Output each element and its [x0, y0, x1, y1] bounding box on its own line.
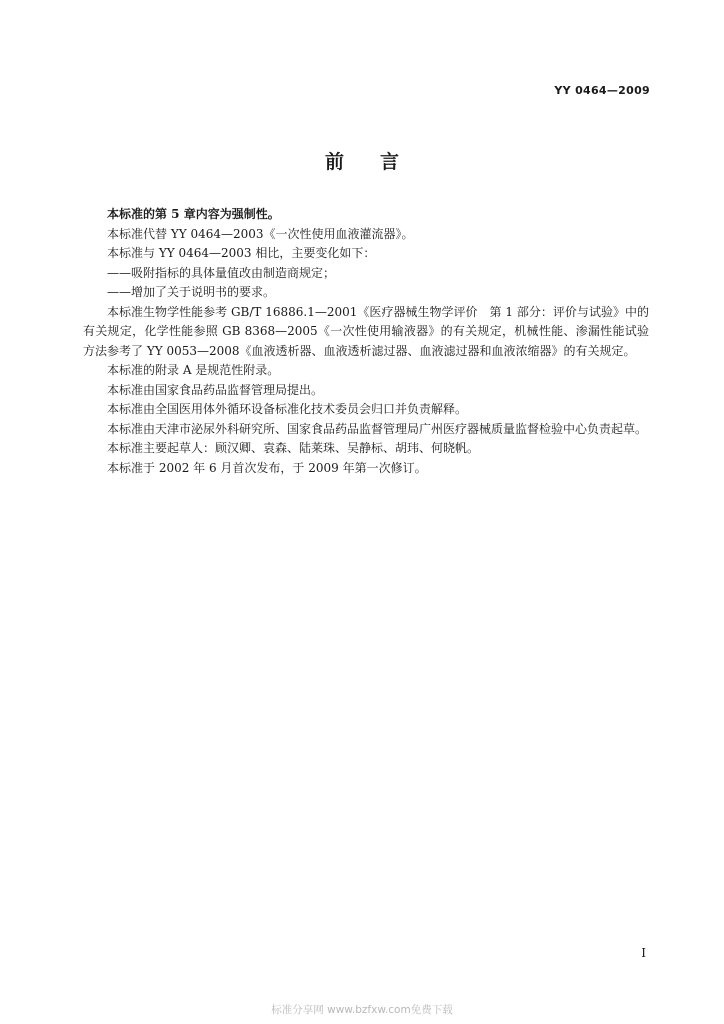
- page-title: [0, 147, 724, 174]
- paragraph-drafted-by: 本标准由天津市泌尿外科研究所、国家食品药品监督管理局广州医疗器械质量监督检验中心负责起草。: [107, 421, 648, 436]
- paragraph-change-item-1: ——吸附指标的具体量值改由制造商规定；: [107, 265, 336, 280]
- paragraph-drafters: 本标准主要起草人：顾汉卿、袁森、陆莱珠、吴静标、胡玮、何晓帆。: [107, 441, 480, 455]
- standard-number: YY 0464—2009: [554, 84, 650, 97]
- page-number: I: [641, 946, 646, 960]
- paragraph-replaces: 本标准代替 YY 0464—2003《一次性使用血液灌流器》。: [107, 226, 414, 241]
- paragraph-history: 本标准于 2002 年 6 月首次发布，于 2009 年第一次修订。: [107, 460, 427, 475]
- paragraph-references: 本标准生物学性能参考 GB/T 16886.1—2001《医疗器械生物学评价 第 1 部分：评价与试验》中的有关规定，化学性能参照 GB 8368—2005《一次性使用输液器》的有关规定，机械性能、渗漏性能试验方法参考了 YY 0053—2008《血液透析器、血液透析滤过器、血液滤过器和血液浓缩器》的有关规定。: [83, 304, 649, 358]
- paragraph-annex: 本标准的附录 A 是规范性附录。: [107, 363, 280, 377]
- paragraph-change-item-2: ——增加了关于说明书的要求。: [107, 285, 276, 299]
- paragraph-proposed-by: 本标准由国家食品药品监督管理局提出。: [107, 382, 324, 397]
- watermark-text: 标准分享网 www.bzfxw.com免费下载: [271, 1004, 453, 1016]
- foreword-body: [83, 205, 649, 478]
- paragraph-centralized-by: 本标准由全国医用体外循环设备标准化技术委员会归口并负责解释。: [107, 402, 468, 416]
- paragraph-changes-intro: 本标准与 YY 0464—2003 相比，主要变化如下：: [107, 246, 376, 260]
- paragraph-mandatory-clause: 本标准的第 5 章内容为强制性。: [107, 207, 280, 221]
- title-char-2: 言: [380, 151, 400, 173]
- title-char-1: 前: [324, 151, 344, 173]
